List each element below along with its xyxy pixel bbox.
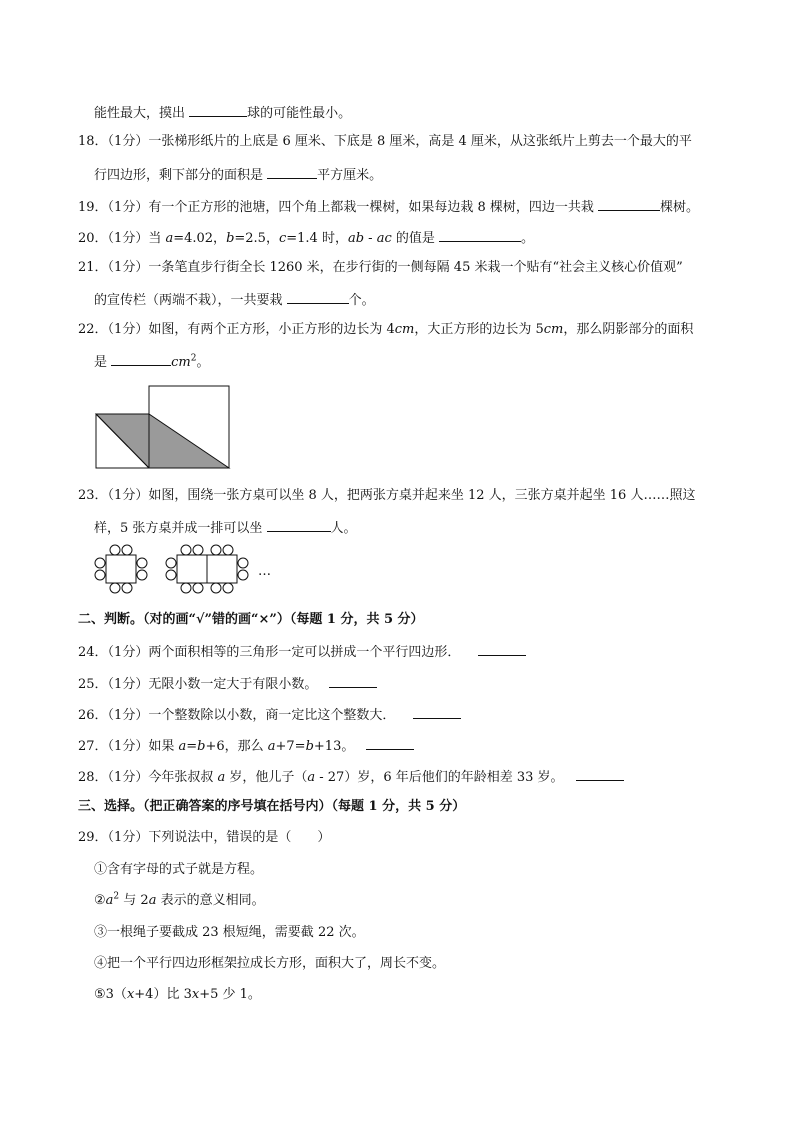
option-1[interactable]: ①含有字母的式子就是方程。	[94, 862, 264, 877]
question-24: 24．（1分）两个面积相等的三角形一定可以拼成一个平行四边形．	[78, 643, 526, 661]
question-26: 26．（1分）一个整数除以小数，商一定比这个整数大．	[78, 706, 461, 724]
seat	[193, 583, 203, 593]
answer-blank[interactable]	[439, 229, 521, 242]
seat	[95, 558, 105, 568]
section-3-heading: 三、选择。（把正确答案的序号填在括号内）（每题 1 分，共 5 分）	[78, 799, 466, 814]
answer-blank[interactable]	[287, 291, 349, 304]
question-23-line1: 23．（1分）如图，围绕一张方桌可以坐 8 人，把两张方桌并起来坐 12 人，三张方桌并起坐 16 人……照这	[78, 488, 696, 503]
question-23-line2: 样，5 张方桌并成一排可以坐 人。	[94, 521, 357, 536]
table-2a	[177, 555, 207, 583]
option-4[interactable]: ④把一个平行四边形框架拉成长方形，面积大了，周长不变。	[94, 956, 446, 971]
question-27: 27．（1分）如果 a=b+6，那么 a+7=b+13。	[78, 737, 414, 755]
answer-blank[interactable]	[267, 166, 317, 179]
question-21-line2: 的宣传栏（两端不栽），一共要栽 个。	[94, 293, 375, 308]
question-18-line1: 18．（1分）一张梯形纸片的上底是 6 厘米、下底是 8 厘米，高是 4 厘米，从这张纸片上剪去一个最大的平	[78, 134, 692, 149]
seat	[223, 545, 233, 555]
seat	[223, 583, 233, 593]
question-21-line1: 21．（1分）一条笔直步行街全长 1260 米，在步行街的一侧每隔 45 米栽一个贴有“社会主义核心价值观”	[78, 260, 683, 275]
seat	[137, 558, 147, 568]
seat	[95, 570, 105, 580]
answer-blank[interactable]	[478, 643, 526, 656]
question-22-line2: 是 $cm^2$。	[94, 353, 210, 370]
answer-blank[interactable]	[111, 353, 171, 366]
question-28: 28．（1分）今年张叔叔 a 岁，他儿子（a - 27）岁，6 年后他们的年龄相差 33 岁。	[78, 768, 624, 786]
seat	[238, 570, 248, 580]
section-2-heading: 二、判断。（对的画“√”错的画“×”）（每题 1 分，共 5 分）	[78, 612, 424, 627]
seat	[211, 583, 221, 593]
question-22-line1: 22．（1分）如图，有两个正方形，小正方形的边长为 4cm，大正方形的边长为 5cm，那么阴影部分的面积	[78, 322, 694, 337]
seat	[181, 545, 191, 555]
q17-continuation: 能性最大，摸出 球的可能性最小。	[94, 106, 352, 121]
two-squares-figure	[94, 384, 234, 470]
table-2b	[207, 555, 237, 583]
seat	[110, 545, 120, 555]
answer-blank[interactable]	[189, 104, 247, 117]
answer-blank[interactable]	[267, 519, 331, 532]
seat	[122, 545, 132, 555]
shaded-region	[96, 414, 229, 468]
seat	[166, 558, 176, 568]
option-3[interactable]: ③一根绳子要截成 23 根短绳，需要截 22 次。	[94, 925, 365, 940]
seat	[110, 583, 120, 593]
option-5[interactable]: ⑤3（x+4）比 3x+5 少 1。	[94, 987, 261, 1002]
question-19: 19．（1分）有一个正方形的池塘，四个角上都栽一棵树，如果每边栽 8 棵树，四边一共栽 棵树。	[78, 200, 699, 215]
seat	[166, 570, 176, 580]
ellipsis: …	[258, 564, 271, 579]
answer-blank[interactable]	[413, 706, 461, 719]
seat	[181, 583, 191, 593]
tables-figure	[92, 544, 282, 594]
answer-blank[interactable]	[598, 198, 660, 211]
answer-blank[interactable]	[576, 768, 624, 781]
seat	[193, 545, 203, 555]
question-18-line2: 行四边形，剩下部分的面积是 平方厘米。	[94, 168, 383, 183]
seat	[211, 545, 221, 555]
question-25: 25．（1分）无限小数一定大于有限小数。	[78, 675, 377, 693]
option-2[interactable]: $②a^2$ 与 2a 表示的意义相同。	[94, 891, 265, 908]
table-1	[106, 555, 136, 583]
question-20: 20．（1分）当 a=4.02，b=2.5，c=1.4 时，ab - ac 的值是 。	[78, 231, 535, 246]
seat	[238, 558, 248, 568]
question-29: 29．（1分）下列说法中，错误的是（ ）	[78, 830, 331, 845]
answer-blank[interactable]	[329, 675, 377, 688]
answer-blank[interactable]	[366, 737, 414, 750]
seat	[137, 570, 147, 580]
seat	[122, 583, 132, 593]
